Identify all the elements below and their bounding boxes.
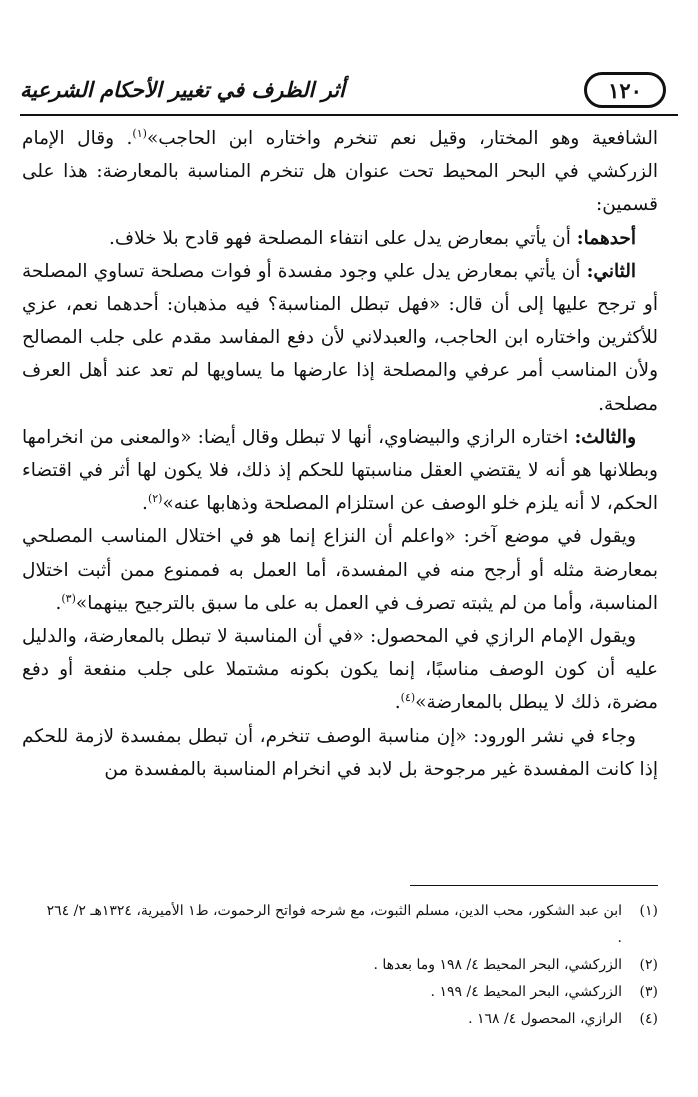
footnote-text: الزركشي، البحر المحيط ٤/ ١٩٨ وما بعدها .	[373, 957, 622, 973]
footnote-number: (٤)	[639, 1011, 658, 1027]
footnote-4	[40, 1006, 658, 1033]
footnote-text: الرازي، المحصول ٤/ ١٦٨ .	[468, 1011, 622, 1027]
footnote-1	[40, 898, 658, 952]
footnote-3	[40, 979, 658, 1006]
paragraph-2: أحدهما: أن يأتي بمعارض يدل على انتفاء المصلحة فهو قادح بلا خلاف.	[109, 227, 636, 249]
header-rule	[20, 114, 678, 116]
paragraph-4: والثالث: اختاره الرازي والبيضاوي، أنها لا تبطل وقال أيضا: «والمعنى من انخرامها وبطلانها هو أنه لا يقتضي العقل مناسبتها للحكم إذ ذلك، فلا يكون لها أثر في اقتضاء الحكم، لا أنه يلزم خلو الوصف عن استلزام المصلحة وذهابها عنه»$^{(٢)}$.	[22, 426, 658, 515]
footnote-separator	[410, 885, 658, 886]
footnote-ref-4: (٤)	[400, 691, 416, 705]
page-number: ١٢٠	[608, 77, 642, 103]
paragraph-7: وجاء في نشر الورود: «إن مناسبة الوصف تنخرم، أن تبطل بمفسدة لازمة للحكم إذا كانت المفسدة غير مرجوحة بل لابد في انخرام المناسبة بالمفسدة من	[22, 725, 658, 780]
footnote-ref-3: (٣)	[61, 591, 76, 605]
paragraph-3: الثاني: أن يأتي بمعارض يدل علي وجود مفسدة أو فوات مصلحة تساوي المصلحة أو ترجح عليها إلى أن قال: «فهل تبطل المناسبة؟ فيه مذهبان: أحدهما نعم، عزي للأكثرين واختاره ابن الحاجب، والعبدلاني لأن دفع المفاسد مقدم على جلب المصالح ولأن المناسب أمر عرفي والمصلحة إذا عارضها ما يساويها لم تعد عند أهل العرف مصلحة.	[22, 260, 658, 415]
footnote-number: (١)	[639, 903, 658, 919]
paragraph-6: ويقول الإمام الرازي في المحصول: «في أن المناسبة لا تبطل بالمعارضة، والدليل عليه أن كون الوصف مناسبًا، إنما يكون بكونه مشتملا على جلب منفعة أو دفع مضرة، ذلك لا يبطل بالمعارضة»$^{(٤)}$.	[22, 626, 658, 714]
footnotes	[40, 898, 658, 1033]
footnote-text: الزركشي، البحر المحيط ٤/ ١٩٩ .	[430, 984, 622, 1000]
paragraph-1: الشافعية وهو المختار، وقيل نعم تنخرم واختاره ابن الحاجب»$^{(١)}$. وقال الإمام الزركشي في البحر المحيط تحت عنوان هل تنخرم المناسبة بالمعارضة: هذا على قسمين:	[22, 126, 658, 216]
page-header	[20, 68, 678, 112]
footnote-ref-2: (٢)	[147, 492, 163, 506]
main-text	[22, 122, 658, 786]
footnote-text: ابن عبد الشكور، محب الدين، مسلم الثبوت، مع شرحه فواتح الرحموت، ط١ الأميرية، ١٣٢٤هـ ٢/ ٢٦٤ .	[46, 903, 622, 946]
page-number-badge	[584, 72, 666, 108]
footnote-number: (٣)	[639, 984, 658, 1000]
footnote-2	[40, 952, 658, 979]
footnote-number: (٢)	[639, 957, 658, 973]
paragraph-5: ويقول في موضع آخر: «واعلم أن النزاع إنما هو في اختلال المناسب المصلحي بمعارضة مثله أو أرجح منه في المفسدة، أما العمل به فممنوع ممن أثبت اختلال المناسبة، وأما من لم يثبته تصرف في العمل به على ما سبق بالترجيح بينهما»$^{(٣)}$.	[22, 526, 658, 614]
running-title: أثر الظرف في تغيير الأحكام الشرعية	[20, 77, 345, 102]
footnote-ref-1: (١)	[132, 126, 147, 140]
